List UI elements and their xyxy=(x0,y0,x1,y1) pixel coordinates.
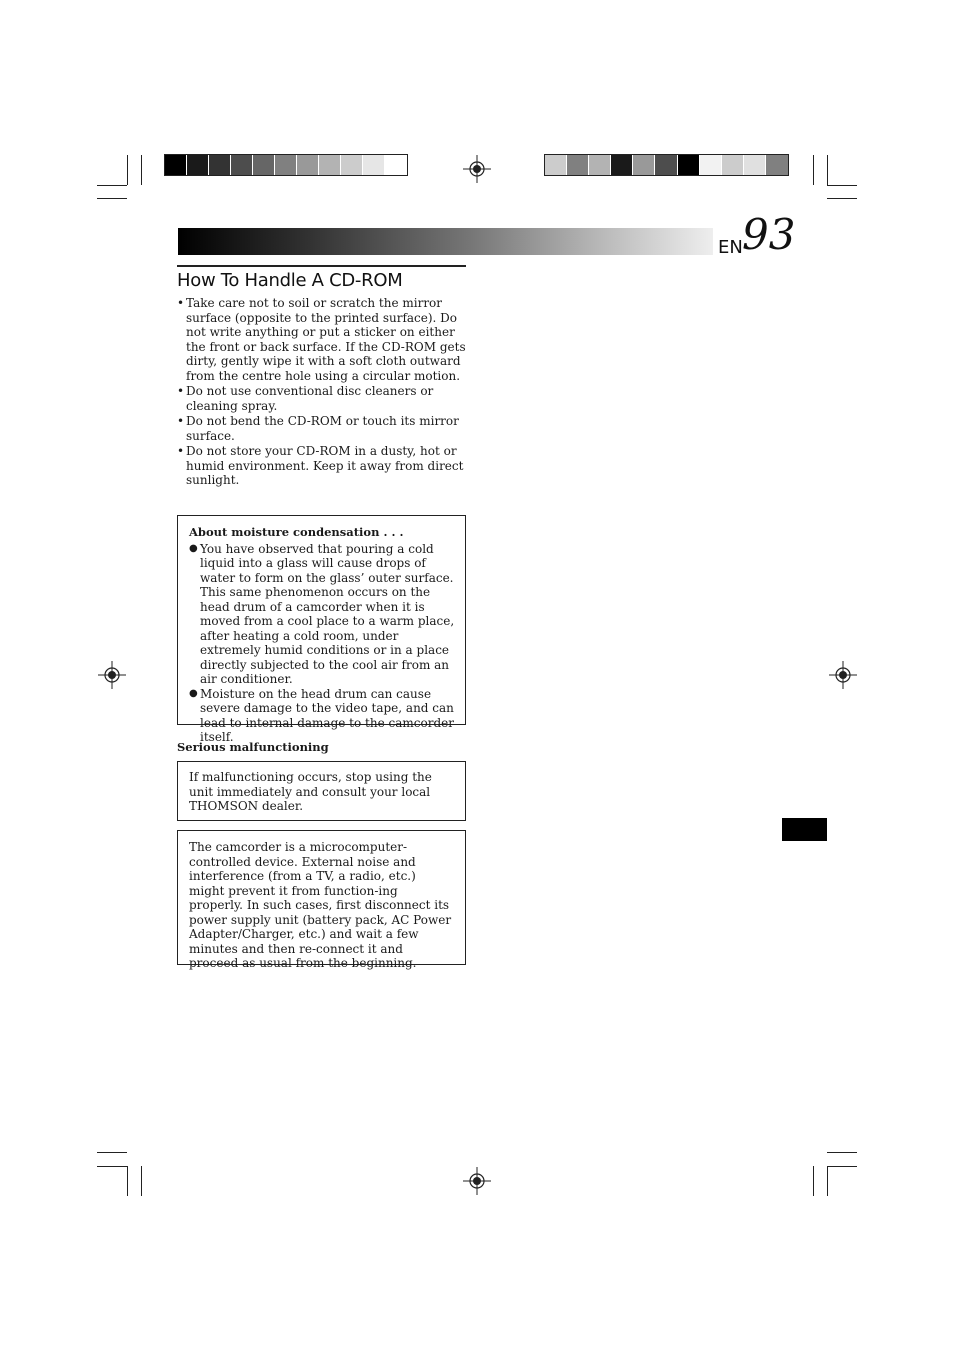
bullet-text: You have observed that pouring a cold liquid into a glass will cause drops of water to form on the glass’ outer surface. This same phenomenon occurs on the head drum of a camcorder when it is moved from a cool place to a warm place, after heating a cold room, under extremely humid conditions or in a place directly subjected to the cool air from an air conditioner. xyxy=(200,541,455,686)
crop-mark xyxy=(141,155,142,185)
gray-swatch xyxy=(567,155,589,175)
list-item xyxy=(177,444,467,488)
registration-mark-icon xyxy=(463,1167,491,1195)
crop-mark xyxy=(827,155,828,185)
gray-swatch xyxy=(319,155,341,175)
gray-swatch xyxy=(363,155,385,175)
bullet-text: Do not store your CD-ROM in a dusty, hot or humid environment. Keep it away from direct sunlight. xyxy=(186,444,464,487)
crop-mark xyxy=(813,1166,814,1196)
gray-swatch xyxy=(187,155,209,175)
gray-swatch xyxy=(722,155,744,175)
microcomputer-box xyxy=(177,830,466,970)
crop-mark xyxy=(127,155,128,185)
bullet-text: Do not use conventional disc cleaners or cleaning spray. xyxy=(186,384,434,413)
bullet-icon: ● xyxy=(189,687,198,699)
list-item xyxy=(189,542,455,687)
bullet-icon: • xyxy=(177,414,185,428)
gray-swatch xyxy=(766,155,788,175)
bullet-icon: • xyxy=(177,444,185,458)
malfunction-heading: Serious malfunctioning xyxy=(177,740,329,754)
microcomputer-text: The camcorder is a microcomputer-controlled device. External noise and interference (from a TV, a radio, etc.) might prevent it from function-ing properly. In such cases, first disconnect its power supply unit (battery pack, AC Power Adapter/Charger, etc.) and wait a few minutes and then re-connect it and proceed as usual from the beginning. xyxy=(189,840,452,970)
crop-mark xyxy=(813,155,814,185)
registration-mark-icon xyxy=(98,661,126,689)
crop-mark xyxy=(97,1166,127,1167)
bullet-text: Moisture on the head drum can cause severe damage to the video tape, and can lead to internal damage to the camcorder itself. xyxy=(200,686,454,744)
section-tab-marker xyxy=(782,818,827,841)
gray-swatch xyxy=(545,155,567,175)
header-gradient-bar xyxy=(178,228,713,255)
gray-swatch xyxy=(700,155,722,175)
crop-mark xyxy=(127,1166,128,1196)
list-item xyxy=(177,296,467,383)
gray-swatch xyxy=(297,155,319,175)
gray-swatch xyxy=(611,155,633,175)
list-item xyxy=(189,687,455,745)
crop-mark xyxy=(827,1166,828,1196)
gray-swatch xyxy=(253,155,275,175)
bullet-text: Do not bend the CD-ROM or touch its mirror surface. xyxy=(186,414,459,443)
gray-swatch xyxy=(655,155,677,175)
gray-swatch xyxy=(744,155,766,175)
crop-mark xyxy=(97,1152,127,1153)
gray-swatch xyxy=(231,155,253,175)
registration-mark-icon xyxy=(463,155,491,183)
gray-swatch xyxy=(165,155,187,175)
bullet-icon: • xyxy=(177,384,185,398)
gray-swatch xyxy=(385,155,407,175)
gray-swatch-strip-left xyxy=(164,154,408,176)
crop-mark xyxy=(97,198,127,199)
gray-swatch xyxy=(275,155,297,175)
list-item xyxy=(177,384,467,413)
gray-swatch xyxy=(209,155,231,175)
crop-mark xyxy=(827,1166,857,1167)
crop-mark xyxy=(827,198,857,199)
page-number: 93 xyxy=(742,210,796,259)
crop-mark xyxy=(827,185,857,186)
gray-swatch xyxy=(678,155,700,175)
crop-mark xyxy=(827,1152,857,1153)
moisture-list xyxy=(189,542,455,745)
malfunction-box xyxy=(177,761,466,821)
gray-swatch xyxy=(341,155,363,175)
gray-swatch xyxy=(633,155,655,175)
box-title: About moisture condensation . . . xyxy=(189,525,404,539)
bullet-icon: • xyxy=(177,296,185,310)
gray-swatch-strip-right xyxy=(544,154,789,176)
crop-mark xyxy=(141,1166,142,1196)
section-title: How To Handle A CD-ROM xyxy=(177,265,466,291)
crop-mark xyxy=(97,185,127,186)
registration-mark-icon xyxy=(829,661,857,689)
gray-swatch xyxy=(589,155,611,175)
bullet-text: Take care not to soil or scratch the mirror surface (opposite to the printed surface). Do not write anything or put a sticker on either the front or back surface. If the CD-ROM gets dirty, gently wipe it with a soft cloth outward from the centre hole using a circular motion. xyxy=(186,296,466,383)
moisture-condensation-box xyxy=(177,515,466,744)
list-item xyxy=(177,414,467,443)
bullet-icon: ● xyxy=(189,542,198,554)
page-prefix: EN xyxy=(718,237,743,258)
cd-rom-bullet-list xyxy=(177,296,467,489)
malfunction-text: If malfunctioning occurs, stop using the unit immediately and consult your local THOMSON dealer. xyxy=(189,770,432,813)
